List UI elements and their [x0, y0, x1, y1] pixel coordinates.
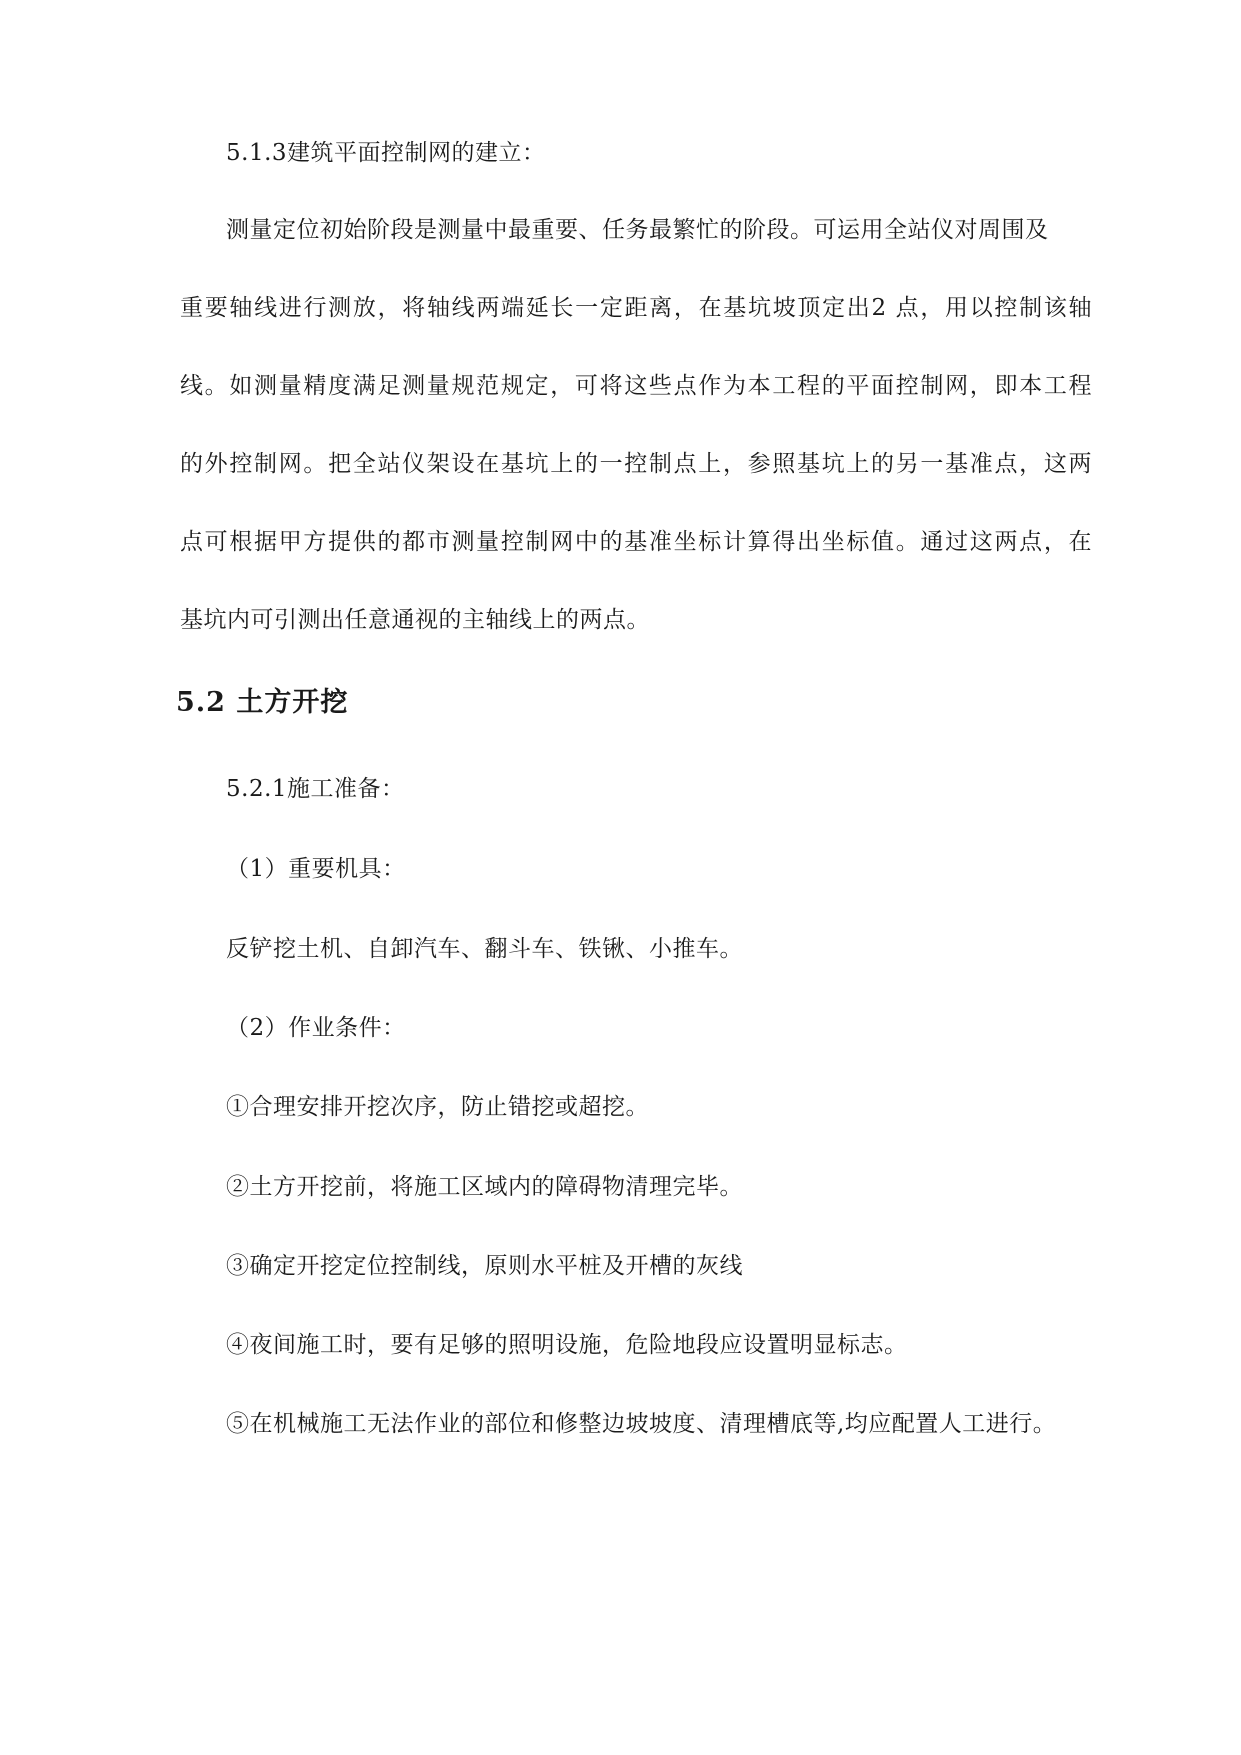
- condition-item-3: ③确定开挖定位控制线，原则水平桩及开槽的灰线: [226, 1253, 743, 1279]
- condition-item-2: ②土方开挖前，将施工区域内的障碍物清理完毕。: [226, 1174, 743, 1200]
- item-text-1: 反铲挖土机、自卸汽车、翻斗车、铁锹、小推车。: [226, 936, 743, 962]
- subsection-title-5-1-3: 5.1.3建筑平面控制网的建立：: [226, 140, 546, 166]
- item-label-1: （1）重要机具：: [226, 856, 406, 882]
- paragraph-line-5: 点可根据甲方提供的都市测量控制网中的基准坐标计算得出坐标值。通过这两点，在: [180, 529, 1092, 555]
- paragraph-line-1: 测量定位初始阶段是测量中最重要、任务最繁忙的阶段。可运用全站仪对周围及: [226, 217, 1049, 243]
- paragraph-line-6: 基坑内可引测出任意通视的主轴线上的两点。: [180, 607, 650, 633]
- paragraph-line-3: 线。如测量精度满足测量规范规定，可将这些点作为本工程的平面控制网，即本工程: [180, 373, 1092, 399]
- paragraph-line-4: 的外控制网。把全站仪架设在基坑上的一控制点上，参照基坑上的另一基准点，这两: [180, 451, 1092, 477]
- condition-item-5: ⑤在机械施工无法作业的部位和修整边坡坡度、清理槽底等,均应配置人工进行。: [226, 1411, 1057, 1437]
- condition-item-4: ④夜间施工时，要有足够的照明设施，危险地段应设置明显标志。: [226, 1332, 908, 1358]
- subsection-title-5-2-1: 5.2.1施工准备：: [226, 776, 405, 802]
- condition-item-1: ①合理安排开挖次序，防止错挖或超挖。: [226, 1094, 649, 1120]
- item-label-2: （2）作业条件：: [226, 1015, 406, 1041]
- section-heading-5-2: 5.2 土方开挖: [176, 687, 349, 718]
- paragraph-line-2: 重要轴线进行测放，将轴线两端延长一定距离，在基坑坡顶定出2 点，用以控制该轴: [180, 295, 1092, 321]
